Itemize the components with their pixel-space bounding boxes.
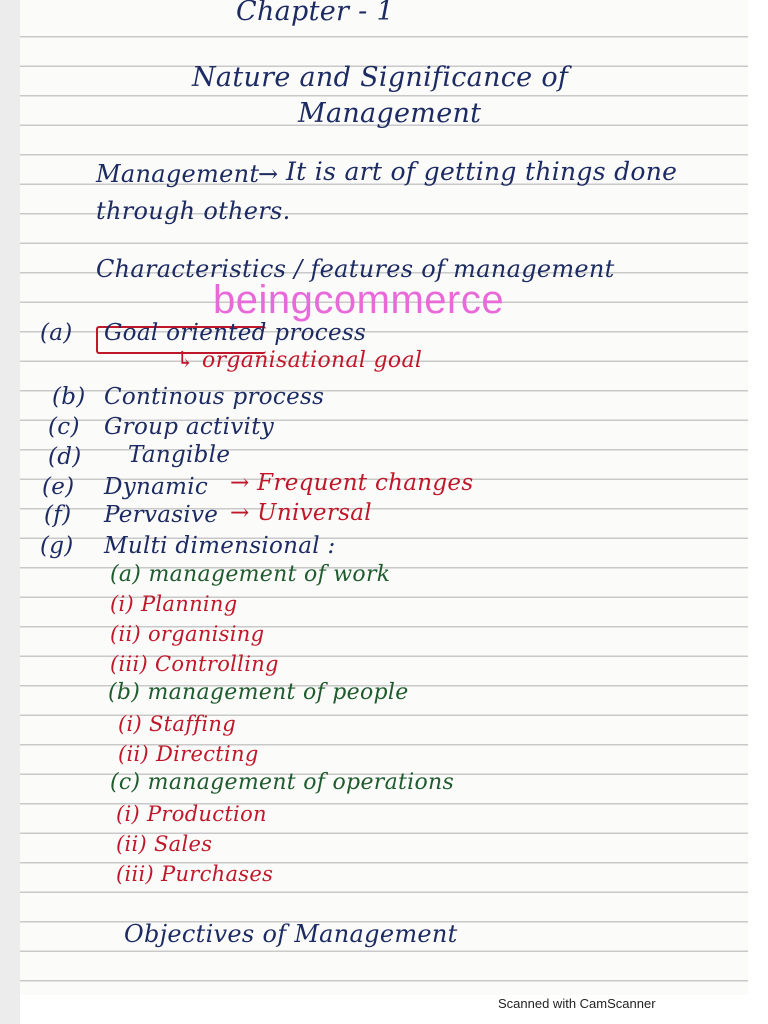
arrow-icon: → — [258, 160, 279, 188]
dimension-point: (ii) Sales — [116, 832, 213, 856]
dimension-point: (iii) Controlling — [110, 652, 279, 676]
page-edge — [0, 0, 20, 1024]
item-note: → Frequent changes — [230, 470, 474, 496]
dimension-point: (iii) Purchases — [116, 862, 274, 886]
item-marker: (g) — [40, 533, 74, 559]
page-title-line1: Nature and Significance of — [192, 62, 569, 93]
dimension-point: (ii) organising — [110, 622, 265, 646]
dimension-point: (i) Production — [116, 802, 267, 826]
item-label: Continous process — [104, 384, 325, 410]
definition-text-line2: through others. — [96, 197, 291, 225]
watermark: beingcommerce — [213, 278, 505, 322]
item-marker: (d) — [48, 444, 82, 470]
item-label: Tangible — [128, 442, 231, 468]
dimension-point: (i) Planning — [110, 592, 238, 616]
dimension-heading: (c) management of operations — [110, 770, 455, 795]
item-note: → Universal — [230, 500, 372, 526]
item-label: Pervasive — [104, 502, 219, 528]
page-title-line2: Management — [298, 98, 482, 129]
item-label: Multi dimensional : — [104, 533, 336, 559]
objectives-heading: Objectives of Management — [124, 920, 458, 948]
characteristics-heading: Characteristics / features of management — [96, 255, 615, 283]
definition-text-line1: It is art of getting things done — [286, 157, 678, 186]
dimension-point: (i) Staffing — [118, 712, 236, 736]
dimension-heading: (b) management of people — [108, 680, 409, 705]
item-marker: (a) — [40, 320, 73, 346]
item-note: ↳ organisational goal — [176, 348, 423, 373]
item-marker: (c) — [48, 414, 80, 440]
dimension-point: (ii) Directing — [118, 742, 259, 766]
item-label: Goal oriented process — [104, 320, 367, 346]
item-label: Group activity — [104, 414, 275, 440]
item-marker: (e) — [42, 474, 75, 500]
scanner-footer: Scanned with CamScanner — [498, 996, 656, 1011]
definition-term: Management — [96, 160, 260, 188]
item-label: Dynamic — [104, 474, 209, 500]
dimension-heading: (a) management of work — [110, 562, 391, 587]
chapter-heading: Chapter - 1 — [236, 0, 394, 27]
item-marker: (f) — [44, 502, 72, 528]
item-marker: (b) — [52, 384, 86, 410]
